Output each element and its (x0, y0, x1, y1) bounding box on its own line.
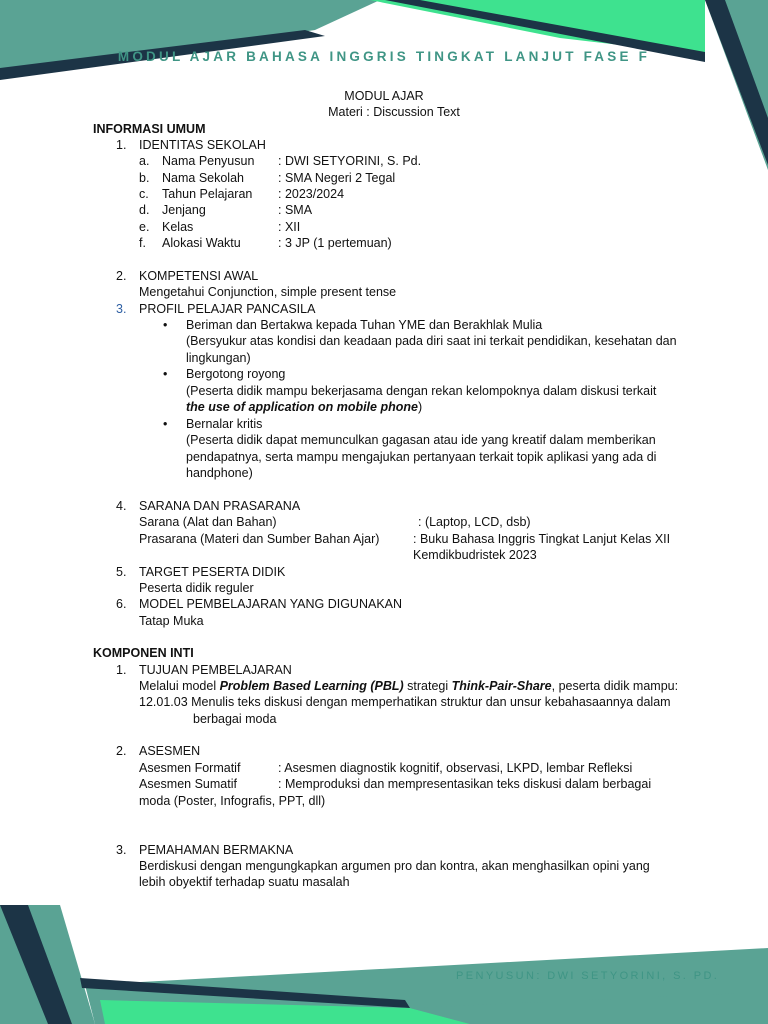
sarana-label: Sarana (Alat dan Bahan) (139, 515, 277, 529)
profil-bullet-line: (Peserta didik mampu bekerjasama dengan rekan kelompoknya dalam diskusi terkait (186, 384, 657, 398)
bullet-icon: • (163, 367, 168, 381)
profil-bullet-line: (Bersyukur atas kondisi dan keadaan pada diri saat ini terkait pendidikan, kesehatan dan (186, 334, 677, 348)
identitas-value: : 3 JP (1 pertemuan) (278, 236, 392, 250)
section-informasi-umum: INFORMASI UMUM (93, 122, 206, 136)
target-heading: TARGET PESERTA DIDIK (139, 565, 286, 579)
module-header-title: MODUL AJAR BAHASA INGGRIS TINGKAT LANJUT FASE F (117, 49, 651, 64)
asesmen-heading: ASESMEN (139, 744, 201, 758)
identitas-heading: IDENTITAS SEKOLAH (139, 138, 266, 152)
tujuan-intro (139, 678, 678, 694)
sarana-heading: SARANA DAN PRASARANA (139, 499, 301, 513)
identitas-value: : DWI SETYORINI, S. Pd. (278, 154, 422, 168)
identitas-label: Nama Sekolah (162, 171, 244, 185)
identitas-letter: f. (139, 236, 146, 250)
section-komponen-inti: KOMPONEN INTI (93, 646, 194, 660)
profil-bullet-line: handphone) (186, 466, 253, 480)
profil-heading: PROFIL PELAJAR PANCASILA (139, 302, 316, 316)
identitas-label: Nama Penyusun (162, 154, 255, 168)
asesmen-formatif-value: : Asesmen diagnostik kognitif, observasi, LKPD, lembar Refleksi (278, 761, 633, 775)
target-body: Peserta didik reguler (139, 581, 254, 595)
asesmen-sumatif-value-cont: moda (Poster, Infografis, PPT, dll) (139, 794, 326, 808)
asesmen-sumatif-label: Asesmen Sumatif (139, 777, 237, 791)
tujuan-objective-cont: berbagai moda (193, 712, 277, 726)
identitas-letter: e. (139, 220, 150, 234)
tujuan-text: Melalui model (139, 679, 220, 693)
profil-bullet-line: (Peserta didik dapat memunculkan gagasan atau ide yang kreatif dalam memberikan (186, 433, 656, 447)
identitas-letter: a. (139, 154, 150, 168)
prasarana-label: Prasarana (Materi dan Sumber Bahan Ajar) (139, 532, 380, 546)
kompetensi-heading: KOMPETENSI AWAL (139, 269, 259, 283)
model-body: Tatap Muka (139, 614, 204, 628)
doc-subtitle: Materi : Discussion Text (328, 105, 460, 119)
item-number: 1. (116, 663, 127, 677)
model-heading: MODEL PEMBELAJARAN YANG DIGUNAKAN (139, 597, 403, 611)
item-number: 4. (116, 499, 127, 513)
prasarana-value: : Buku Bahasa Inggris Tingkat Lanjut Kelas XII (413, 532, 671, 546)
profil-bullet-title: Bergotong royong (186, 367, 286, 381)
footer-author: PENYUSUN: DWI SETYORINI, S. PD. (456, 970, 720, 982)
sarana-value: : (Laptop, LCD, dsb) (418, 515, 531, 529)
top-right-teal-corner (705, 0, 768, 170)
tujuan-objective: 12.01.03 Menulis teks diskusi dengan memperhatikan struktur dan unsur kebahasaannya dalam (139, 695, 671, 709)
item-number: 2. (116, 744, 127, 758)
bullet-icon: • (163, 417, 168, 431)
pemahaman-body-cont: lebih obyektif terhadap suatu masalah (139, 875, 350, 889)
tujuan-text: strategi (403, 679, 452, 693)
identitas-letter: b. (139, 171, 150, 185)
item-number: 5. (116, 565, 127, 579)
bullet-icon: • (163, 318, 168, 332)
item-number: 3. (116, 302, 127, 316)
identitas-label: Jenjang (162, 203, 206, 217)
profil-bullet-line: pendapatnya, serta mampu mengajukan pertanyaan terkait topik aplikasi yang ada di (186, 450, 657, 464)
identitas-value: : SMA Negeri 2 Tegal (278, 171, 396, 185)
identitas-label: Alokasi Waktu (162, 236, 241, 250)
emphasis-text: the use of application on mobile phone (186, 400, 418, 414)
pemahaman-body: Berdiskusi dengan mengungkapkan argumen pro dan kontra, akan menghasilkan opini yang (139, 859, 650, 873)
item-number: 3. (116, 843, 127, 857)
identitas-letter: d. (139, 203, 150, 217)
profil-bullet-title: Bernalar kritis (186, 417, 263, 431)
item-number: 2. (116, 269, 127, 283)
identitas-label: Tahun Pelajaran (162, 187, 253, 201)
identitas-value: : XII (278, 220, 301, 234)
profil-bullet-line: lingkungan) (186, 351, 251, 365)
tujuan-emphasis: Problem Based Learning (PBL) (219, 679, 404, 693)
tujuan-emphasis: Think-Pair-Share (451, 679, 552, 693)
item-number: 6. (116, 597, 127, 611)
profil-bullet-title: Beriman dan Bertakwa kepada Tuhan YME dan Berakhlak Mulia (186, 318, 543, 332)
asesmen-sumatif-value: : Memproduksi dan mempresentasikan teks diskusi dalam berbagai (278, 777, 652, 791)
closing-paren: ) (417, 400, 423, 414)
identitas-label: Kelas (162, 220, 194, 234)
asesmen-formatif-label: Asesmen Formatif (139, 761, 241, 775)
identitas-value: : SMA (278, 203, 313, 217)
item-number: 1. (116, 138, 127, 152)
doc-title: MODUL AJAR (344, 89, 424, 103)
profil-bullet-line-emph (186, 399, 422, 415)
kompetensi-body: Mengetahui Conjunction, simple present tense (139, 285, 397, 299)
prasarana-value-cont: Kemdikbudristek 2023 (413, 548, 537, 562)
pemahaman-heading: PEMAHAMAN BERMAKNA (139, 843, 294, 857)
tujuan-text: , peserta didik mampu: (551, 679, 679, 693)
identitas-letter: c. (139, 187, 149, 201)
identitas-value: : 2023/2024 (278, 187, 345, 201)
tujuan-heading: TUJUAN PEMBELAJARAN (139, 663, 292, 677)
